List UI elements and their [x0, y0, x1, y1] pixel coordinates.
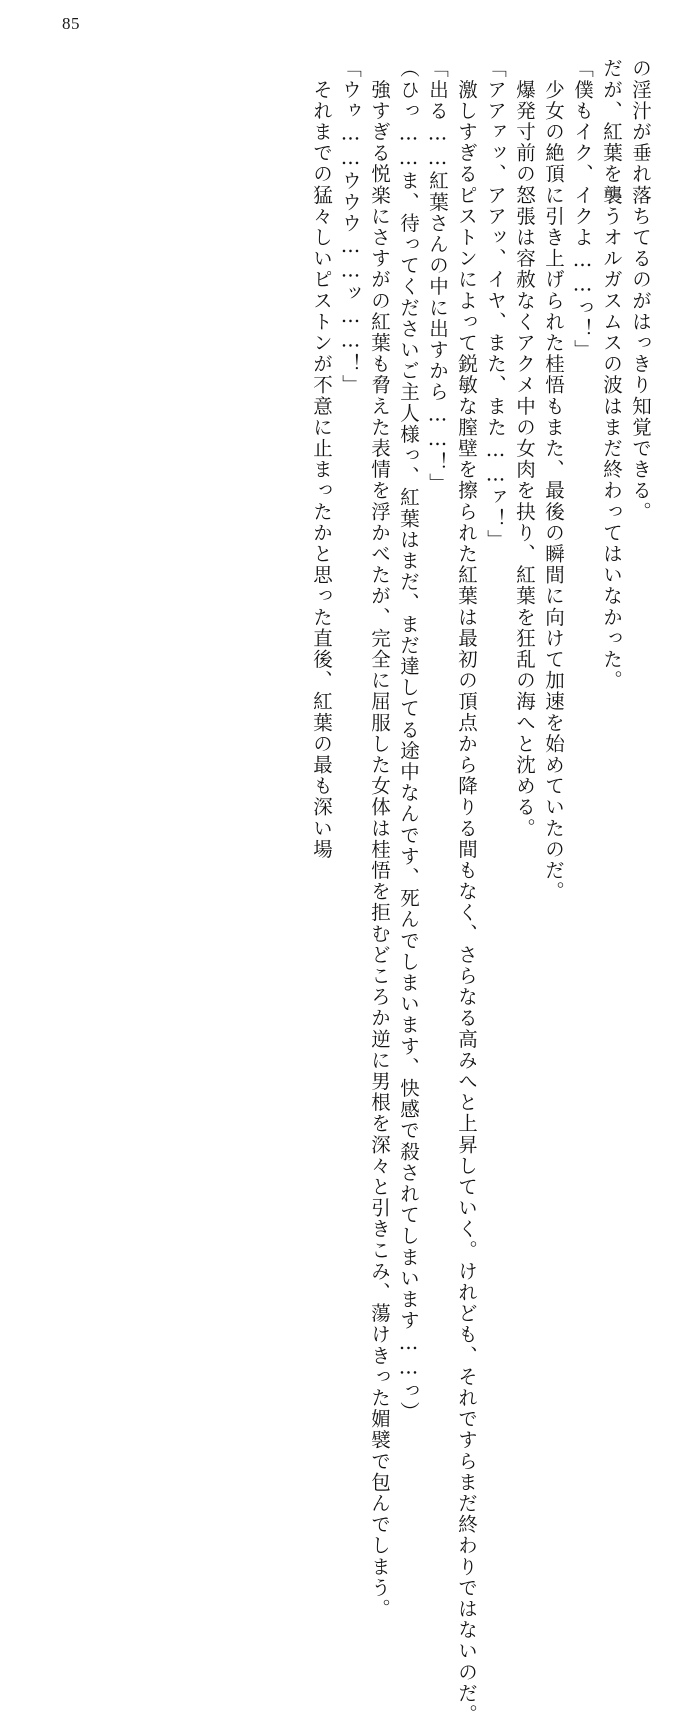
text-column: それまでの猛々しいピストンが不意に止まったかと思った直後、紅葉の最も深い場	[310, 58, 333, 860]
text-column: 「ウゥ……ウウウ……ッ……！」	[339, 58, 362, 396]
text-column: の淫汁が垂れ落ちてるのがはっきり知覚できる。	[629, 58, 652, 523]
text-column: 爆発寸前の怒張は容赦なくアクメ中の女肉を抉り、紅葉を狂乱の海へと沈める。	[513, 58, 536, 839]
text-column: 「出る……紅葉さんの中に出すから……！」	[426, 58, 449, 494]
text-column: 「僕もイク、イクよ……っ！」	[571, 58, 594, 361]
text-column: だが、紅葉を襲うオルガスムスの波はまだ終わってはいなかった。	[600, 58, 623, 691]
text-column: 「アアァッ、アアッ、イヤ、また、また……ァ！」	[484, 58, 507, 551]
text-column: 激しすぎるピストンによって鋭敏な膣壁を擦られた紅葉は最初の頂点から降りる間もなく、さらなる高みへと上昇していく。けれども、それですらまだ終わりではないのだ。	[455, 58, 478, 1725]
page-number: 85	[62, 14, 80, 33]
text-column: （ひっ……ま、待ってくださいご主人様っ、紅葉はまだ、まだ達してる途中なんです、死んでしまいます、快感で殺されてしまいます……っ）	[397, 58, 420, 1423]
text-column: 強すぎる悦楽にさすがの紅葉も脅えた表情を浮かべたが、完全に屈服した女体は桂悟を拒むどころか逆に男根を深々と引きこみ、蕩けきった媚襞で包んでしまう。	[368, 58, 391, 1620]
text-column: 少女の絶頂に引き上げられた桂悟もまた、最後の瞬間に向けて加速を始めていたのだ。	[542, 58, 565, 902]
vertical-text-body	[30, 58, 652, 1725]
